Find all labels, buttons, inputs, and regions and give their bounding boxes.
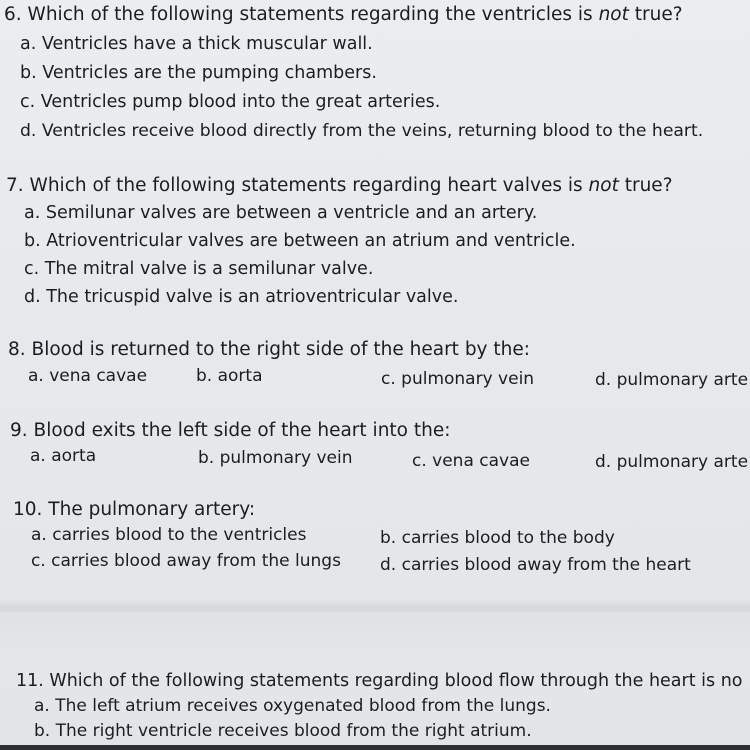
question-7-option-c: c. The mitral valve is a semilunar valve. — [24, 259, 374, 279]
question-10-option-d: d. carries blood away from the heart — [380, 555, 691, 575]
question-6-option-b: b. Ventricles are the pumping chambers. — [20, 63, 377, 83]
question-7-option-d: d. The tricuspid valve is an atrioventricular valve. — [24, 287, 459, 307]
question-8-stem: 8. Blood is returned to the right side of the heart by the: — [8, 339, 530, 360]
question-11-option-b: b. The right ventricle receives blood from the right atrium. — [34, 721, 532, 741]
question-6-option-a: a. Ventricles have a thick muscular wall. — [20, 34, 373, 54]
question-10-stem: 10. The pulmonary artery: — [13, 499, 256, 520]
question-8-option-c: c. pulmonary vein — [381, 369, 535, 389]
question-10-option-c: c. carries blood away from the lungs — [31, 551, 341, 571]
question-7-option-b: b. Atrioventricular valves are between an atrium and ventricle. — [24, 231, 576, 251]
question-9-option-a: a. aorta — [30, 446, 97, 466]
page-bottom-edge — [0, 745, 750, 750]
question-7-stem: 7. Which of the following statements regarding heart valves is not true? — [6, 175, 673, 196]
question-8-option-a: a. vena cavae — [28, 366, 148, 386]
question-6-option-c: c. Ventricles pump blood into the great arteries. — [20, 92, 441, 112]
question-11-stem: 11. Which of the following statements regarding blood flow through the heart is no — [16, 671, 743, 691]
question-10-option-b: b. carries blood to the body — [380, 528, 615, 548]
question-6-option-d: d. Ventricles receive blood directly from the veins, returning blood to the heart. — [20, 121, 704, 141]
question-11-option-a: a. The left atrium receives oxygenated blood from the lungs. — [34, 696, 551, 716]
question-6-stem: 6. Which of the following statements regarding the ventricles is not true? — [4, 4, 683, 25]
question-9-option-c: c. vena cavae — [412, 451, 530, 471]
question-9-option-d: d. pulmonary arte — [595, 452, 749, 472]
question-8-option-b: b. aorta — [196, 366, 263, 386]
emphasis-not: not — [588, 175, 619, 196]
question-7-option-a: a. Semilunar valves are between a ventricle and an artery. — [24, 203, 538, 223]
question-9-stem: 9. Blood exits the left side of the heart into the: — [10, 420, 451, 441]
question-9-option-b: b. pulmonary vein — [198, 448, 353, 468]
emphasis-not: not — [598, 4, 629, 25]
question-10-option-a: a. carries blood to the ventricles — [31, 525, 307, 545]
question-8-option-d: d. pulmonary arte — [595, 370, 749, 390]
